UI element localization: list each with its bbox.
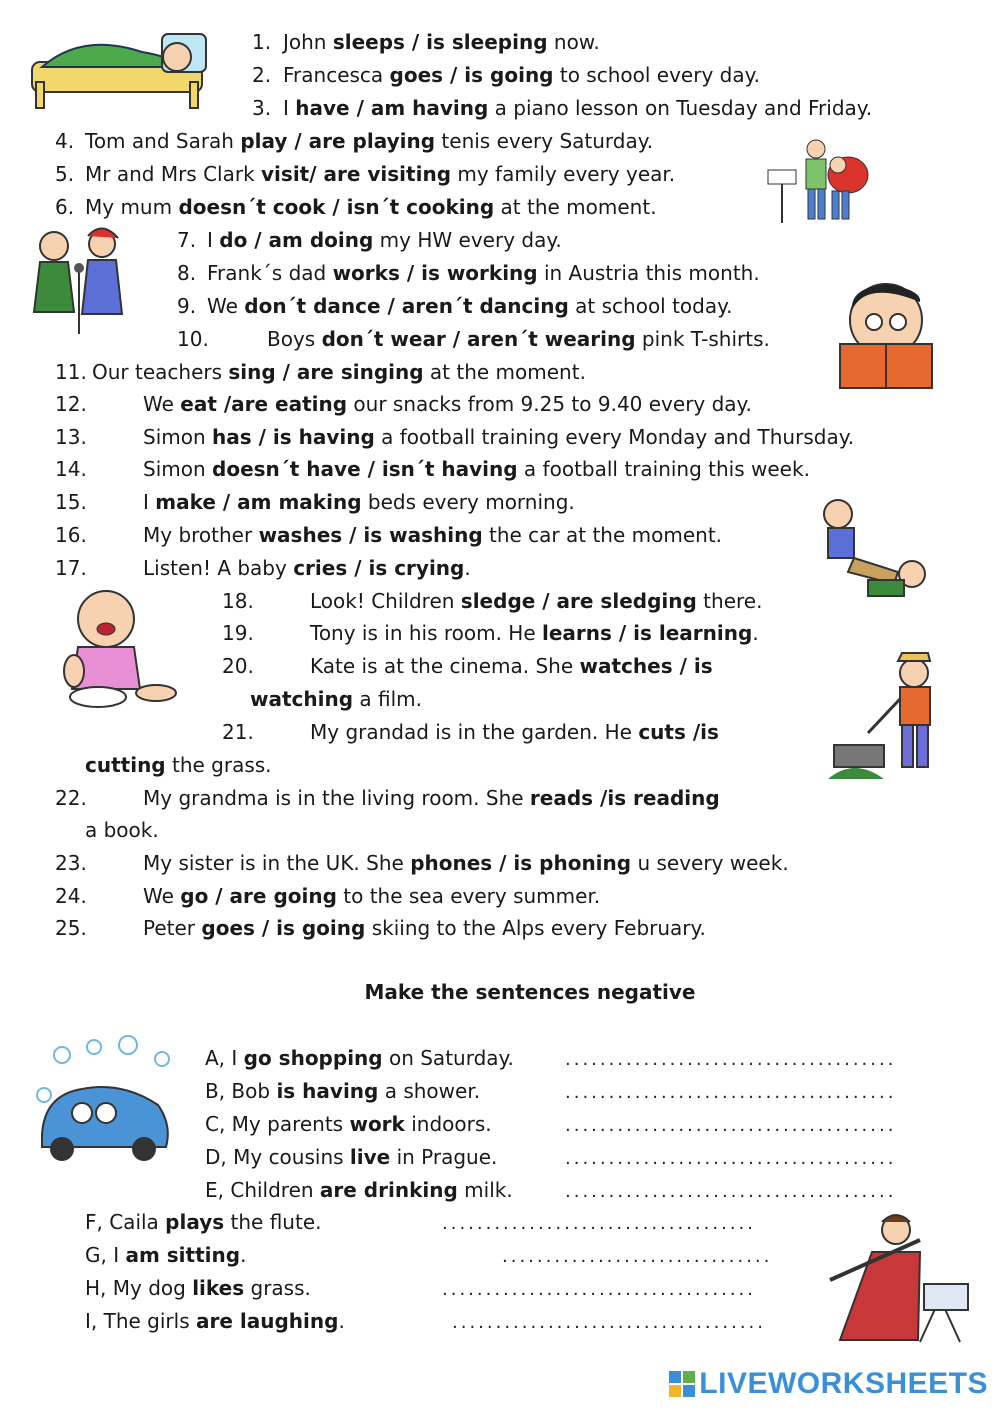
sentence-text: D, My cousins	[205, 1145, 350, 1169]
sentence-text: B, Bob	[205, 1079, 277, 1103]
sentence-text: Tom and Sarah	[85, 129, 241, 153]
sentence-text: to school every day.	[553, 63, 760, 87]
sentence-text: skiing to the Alps every February.	[365, 916, 706, 940]
verb-choice: washes / is washing	[258, 523, 483, 547]
verb-phrase: live	[349, 1145, 391, 1169]
sentence-text: .	[240, 1243, 247, 1267]
item-number: 15.	[55, 490, 87, 514]
sentence-text: the grass.	[165, 753, 272, 777]
answer-blank[interactable]: ....................................	[452, 1312, 766, 1333]
exercise-2-sentence	[205, 1143, 497, 1171]
sentence-text: G, I	[85, 1243, 126, 1267]
sentence-text: My mum	[85, 195, 179, 219]
exercise-2-title: Make the sentences negative	[364, 980, 696, 1004]
item-number: 18.	[222, 589, 254, 613]
sentence-text: I, The girls	[85, 1309, 196, 1333]
sentence-text: Frank´s dad	[207, 261, 333, 285]
verb-choice: sing / are singing	[228, 360, 424, 384]
sentence-text: Listen! A baby	[143, 556, 294, 580]
verb-choice: cutting	[85, 753, 166, 777]
verb-choice: works / is working	[332, 261, 538, 285]
sentence-text: Simon	[143, 425, 213, 449]
answer-blank[interactable]: ....................................	[442, 1213, 756, 1234]
exercise-1-sentence	[143, 554, 471, 582]
exercise-1-sentence	[207, 226, 562, 254]
exercise-1-sentence	[283, 28, 600, 56]
verb-choice: cries / is crying	[293, 556, 465, 580]
item-number: 7.	[177, 228, 197, 252]
sentence-text: Francesca	[283, 63, 390, 87]
verb-choice: play / are playing	[240, 129, 436, 153]
exercise-2-sentence	[85, 1208, 322, 1236]
item-number: 9.	[177, 294, 197, 318]
exercise-1-sentence	[310, 718, 719, 746]
verb-choice: visit/ are visiting	[261, 162, 452, 186]
verb-choice: reads /is reading	[529, 786, 720, 810]
item-number: 5.	[55, 162, 75, 186]
sentence-text: beds every morning.	[361, 490, 575, 514]
sentence-text: My grandma is in the living room. She	[143, 786, 530, 810]
item-number: 20.	[222, 654, 254, 678]
sentence-text: I	[143, 490, 156, 514]
verb-phrase: work	[349, 1112, 405, 1136]
verb-choice: do / am doing	[219, 228, 374, 252]
item-number: 8.	[177, 261, 197, 285]
sentence-text: at school today.	[568, 294, 733, 318]
sentence-text: now.	[547, 30, 600, 54]
singing-couple-illustration	[22, 222, 132, 337]
item-number: 2.	[252, 63, 272, 87]
sentence-text: a book.	[85, 818, 159, 842]
item-number: 10.	[177, 327, 209, 351]
sentence-text: a football training every Monday and Thursday.	[374, 425, 855, 449]
item-number: 3.	[252, 96, 272, 120]
sentence-text: my family every year.	[451, 162, 676, 186]
sentence-text: u severy week.	[631, 851, 789, 875]
exercise-1-sentence	[207, 259, 760, 287]
verb-choice: cuts /is	[638, 720, 719, 744]
sentence-text: John	[283, 30, 333, 54]
sentence-text: the flute.	[224, 1210, 322, 1234]
item-number: 21.	[222, 720, 254, 744]
sentence-text: pink T-shirts.	[635, 327, 770, 351]
verb-choice: has / is having	[212, 425, 375, 449]
item-number: 17.	[55, 556, 87, 580]
item-number: 22.	[55, 786, 87, 810]
exercise-1-sentence	[85, 193, 657, 221]
sentence-text: Mr and Mrs Clark	[85, 162, 262, 186]
sentence-text: A, I	[205, 1046, 244, 1070]
sentence-text: to the sea every summer.	[336, 884, 601, 908]
answer-blank[interactable]: ......................................	[565, 1115, 897, 1136]
sentence-text: a piano lesson on Tuesday and Friday.	[488, 96, 873, 120]
verb-phrase: are laughing	[195, 1309, 339, 1333]
exercise-1-sentence	[143, 455, 810, 483]
answer-blank[interactable]: ......................................	[565, 1082, 897, 1103]
sentence-text: Simon	[143, 457, 213, 481]
verb-phrase: plays	[165, 1210, 225, 1234]
exercise-1-sentence	[143, 849, 789, 877]
sentence-text: C, My parents	[205, 1112, 350, 1136]
exercise-1-sentence	[85, 127, 653, 155]
verb-choice: watches / is	[579, 654, 713, 678]
verb-choice: don´t wear / aren´t wearing	[321, 327, 636, 351]
sentence-text: I	[207, 228, 220, 252]
verb-choice: learns / is learning	[542, 621, 753, 645]
verb-choice: have / am having	[295, 96, 489, 120]
exercise-1-sentence	[283, 61, 760, 89]
liveworksheets-logo-icon	[669, 1371, 695, 1397]
kids-school-illustration	[766, 135, 876, 225]
exercise-1-sentence	[267, 325, 770, 353]
car-wash-illustration	[32, 1035, 182, 1175]
sentence-text: on Saturday.	[382, 1046, 514, 1070]
verb-phrase: go shopping	[243, 1046, 383, 1070]
grandad-mowing-illustration	[824, 645, 964, 780]
exercise-1-sentence	[250, 685, 422, 713]
sentence-text: Boys	[267, 327, 322, 351]
sentence-text: My brother	[143, 523, 259, 547]
sleeping-boy-illustration	[22, 22, 212, 112]
verb-phrase: likes	[192, 1276, 245, 1300]
sentence-text: at the moment.	[494, 195, 657, 219]
sentence-text: We	[207, 294, 245, 318]
exercise-1-sentence	[143, 882, 600, 910]
answer-blank[interactable]: ......................................	[565, 1049, 897, 1070]
exercise-2-sentence	[85, 1307, 345, 1335]
sentence-text: I	[283, 96, 296, 120]
verb-phrase: is having	[276, 1079, 379, 1103]
sentence-text: .	[338, 1309, 345, 1333]
item-number: 6.	[55, 195, 75, 219]
sentence-text: indoors.	[404, 1112, 492, 1136]
sentence-text: our snacks from 9.25 to 9.40 every day.	[347, 392, 752, 416]
verb-choice: doesn´t have / isn´t having	[212, 457, 518, 481]
verb-choice: go / are going	[180, 884, 337, 908]
verb-choice: phones / is phoning	[410, 851, 632, 875]
exercise-1-sentence	[310, 587, 762, 615]
exercise-2-sentence	[205, 1110, 492, 1138]
sentence-text: H, My dog	[85, 1276, 193, 1300]
exercise-2-sentence	[85, 1274, 311, 1302]
liveworksheets-logo	[669, 1368, 988, 1400]
item-number: 16.	[55, 523, 87, 547]
exercise-1-sentence	[143, 390, 752, 418]
answer-blank[interactable]: ...............................	[502, 1246, 773, 1267]
sentence-text: Our teachers	[92, 360, 229, 384]
exercise-1-sentence	[143, 914, 706, 942]
verb-phrase: am sitting	[125, 1243, 241, 1267]
exercise-2-sentence	[205, 1044, 514, 1072]
logo-text: LIVEWORKSHEETS	[699, 1367, 988, 1400]
sentence-text: My sister is in the UK. She	[143, 851, 411, 875]
verb-choice: make / am making	[155, 490, 362, 514]
sentence-text: Peter	[143, 916, 202, 940]
sentence-text: .	[752, 621, 759, 645]
sentence-text: E, Children	[205, 1178, 320, 1202]
sentence-text: We	[143, 884, 181, 908]
item-number: 4.	[55, 129, 75, 153]
verb-choice: doesn´t cook / isn´t cooking	[178, 195, 495, 219]
verb-choice: sleeps / is sleeping	[332, 30, 548, 54]
sentence-text: Tony is in his room. He	[310, 621, 543, 645]
boy-reading-illustration	[826, 280, 946, 390]
sentence-text: at the moment.	[423, 360, 586, 384]
verb-choice: sledge / are sledging	[460, 589, 697, 613]
exercise-1-sentence	[92, 358, 586, 386]
sentence-text: the car at the moment.	[482, 523, 723, 547]
item-number: 25.	[55, 916, 87, 940]
verb-phrase: are drinking	[319, 1178, 458, 1202]
sentence-text: there.	[696, 589, 763, 613]
exercise-1-sentence	[207, 292, 732, 320]
sentence-text: in Austria this month.	[537, 261, 760, 285]
exercise-2-sentence	[85, 1241, 246, 1269]
sentence-text: my HW every day.	[373, 228, 562, 252]
sentence-text: a football training this week.	[517, 457, 810, 481]
sentence-text: F, Caila	[85, 1210, 166, 1234]
fighting-kids-illustration	[808, 492, 943, 602]
item-number: 19.	[222, 621, 254, 645]
exercise-1-sentence	[85, 816, 159, 844]
sentence-text: in Prague.	[390, 1145, 498, 1169]
sentence-text: My grandad is in the garden. He	[310, 720, 639, 744]
crying-baby-illustration	[38, 585, 178, 710]
exercise-1-sentence	[85, 751, 272, 779]
verb-choice: watching	[250, 687, 354, 711]
sentence-text: .	[464, 556, 471, 580]
exercise-1-sentence	[143, 423, 854, 451]
exercise-1-sentence	[143, 521, 722, 549]
verb-choice: goes / is going	[389, 63, 554, 87]
sentence-text: Look! Children	[310, 589, 461, 613]
item-number: 13.	[55, 425, 87, 449]
answer-blank[interactable]: ....................................	[442, 1279, 756, 1300]
exercise-2-sentence	[205, 1077, 480, 1105]
answer-blank[interactable]: ......................................	[565, 1148, 897, 1169]
sentence-text: tenis every Saturday.	[435, 129, 654, 153]
verb-choice: eat /are eating	[180, 392, 348, 416]
exercise-2-sentence	[205, 1176, 513, 1204]
answer-blank[interactable]: ......................................	[565, 1181, 897, 1202]
verb-choice: goes / is going	[201, 916, 366, 940]
boy-flute-illustration	[820, 1212, 980, 1347]
exercise-1-sentence	[283, 94, 872, 122]
sentence-text: a shower.	[378, 1079, 481, 1103]
exercise-1-sentence	[310, 652, 713, 680]
item-number: 1.	[252, 30, 272, 54]
item-number: 14.	[55, 457, 87, 481]
exercise-1-sentence	[143, 784, 720, 812]
item-number: 11.	[55, 360, 87, 384]
item-number: 12.	[55, 392, 87, 416]
exercise-1-sentence	[310, 619, 759, 647]
sentence-text: We	[143, 392, 181, 416]
sentence-text: Kate is at the cinema. She	[310, 654, 580, 678]
verb-choice: don´t dance / aren´t dancing	[244, 294, 569, 318]
sentence-text: grass.	[244, 1276, 311, 1300]
exercise-1-sentence	[143, 488, 575, 516]
item-number: 24.	[55, 884, 87, 908]
sentence-text: milk.	[457, 1178, 513, 1202]
exercise-1-sentence	[85, 160, 675, 188]
item-number: 23.	[55, 851, 87, 875]
sentence-text: a film.	[353, 687, 423, 711]
